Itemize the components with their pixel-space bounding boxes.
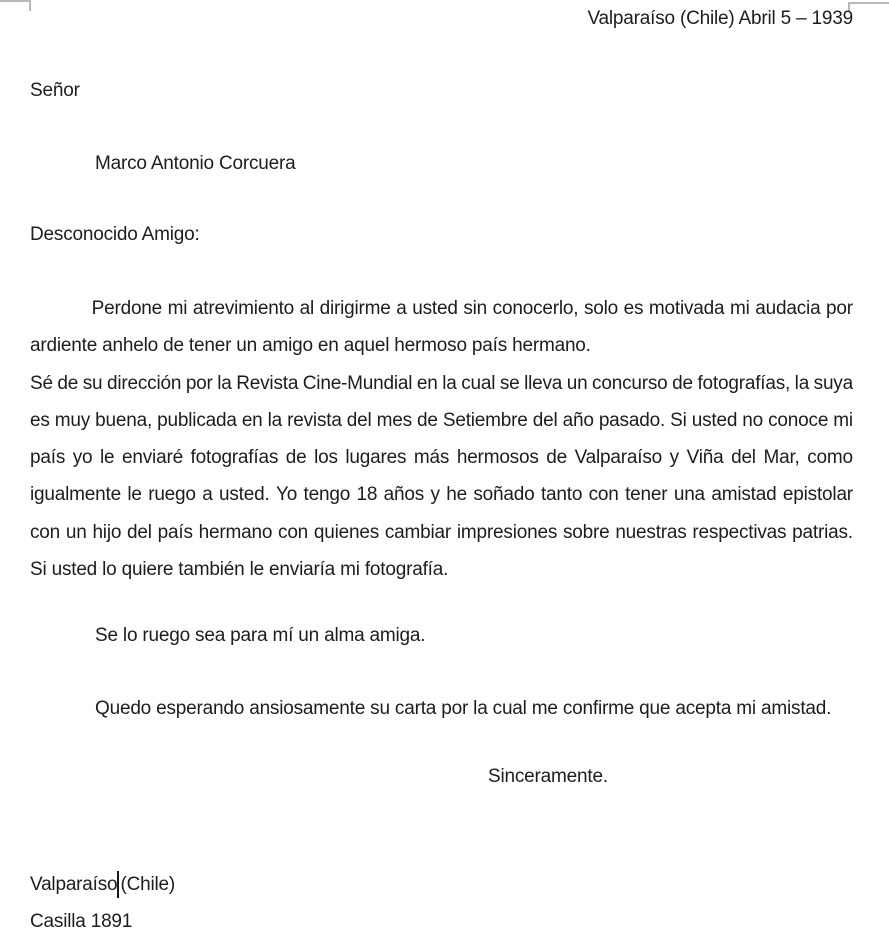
- cropped-box-corner-left: [0, 0, 31, 11]
- body-line[interactable]: ardiente anhelo de tener un amigo en aquel hermoso país hermano.: [30, 335, 591, 357]
- body-line[interactable]: igualmente le ruego a usted. Yo tengo 18 años y he soñado tanto con tener una amistad epistolar: [30, 484, 853, 506]
- body-line[interactable]: Sé de su dirección por la Revista Cine-Mundial en la cual se lleva un concurso de fotografías, la suya: [30, 372, 853, 394]
- date-line[interactable]: Valparaíso (Chile) Abril 5 – 1939: [587, 8, 853, 29]
- footer-country-text[interactable]: (Chile): [120, 874, 175, 895]
- closing-line[interactable]: Quedo esperando ansiosamente su carta por la cual me confirme que acepta mi amistad.: [95, 698, 832, 719]
- body-line[interactable]: es muy buena, publicada en la revista del mes de Setiembre del año pasado. Si usted no conoce mi: [30, 409, 853, 431]
- body-line[interactable]: con un hijo del país hermano con quienes cambiar impresiones sobre nuestras respectivas patrias.: [30, 521, 853, 543]
- footer-mailbox-line[interactable]: Casilla 1891: [30, 911, 133, 932]
- signoff-line[interactable]: Sinceramente.: [488, 766, 608, 787]
- greeting-line[interactable]: Desconocido Amigo:: [30, 224, 200, 245]
- body-line[interactable]: país yo le enviaré fotografías de los lugares más hermosos de Valparaíso y Viña del Mar, como: [30, 447, 853, 469]
- cropped-box-corner-right: [848, 2, 889, 11]
- letter-body[interactable]: [30, 290, 853, 588]
- body-line[interactable]: Perdone mi atrevimiento al dirigirme a usted sin conocerlo, solo es motivada mi audacia por: [91, 298, 853, 319]
- salutation-line[interactable]: Señor: [30, 80, 80, 101]
- footer-city-text[interactable]: Valparaíso: [30, 874, 118, 895]
- request-line[interactable]: Se lo ruego sea para mí un alma amiga.: [95, 625, 426, 646]
- body-line[interactable]: Si usted lo quiere también le enviaría mi fotografía.: [30, 559, 449, 581]
- recipient-line[interactable]: Marco Antonio Corcuera: [95, 153, 296, 174]
